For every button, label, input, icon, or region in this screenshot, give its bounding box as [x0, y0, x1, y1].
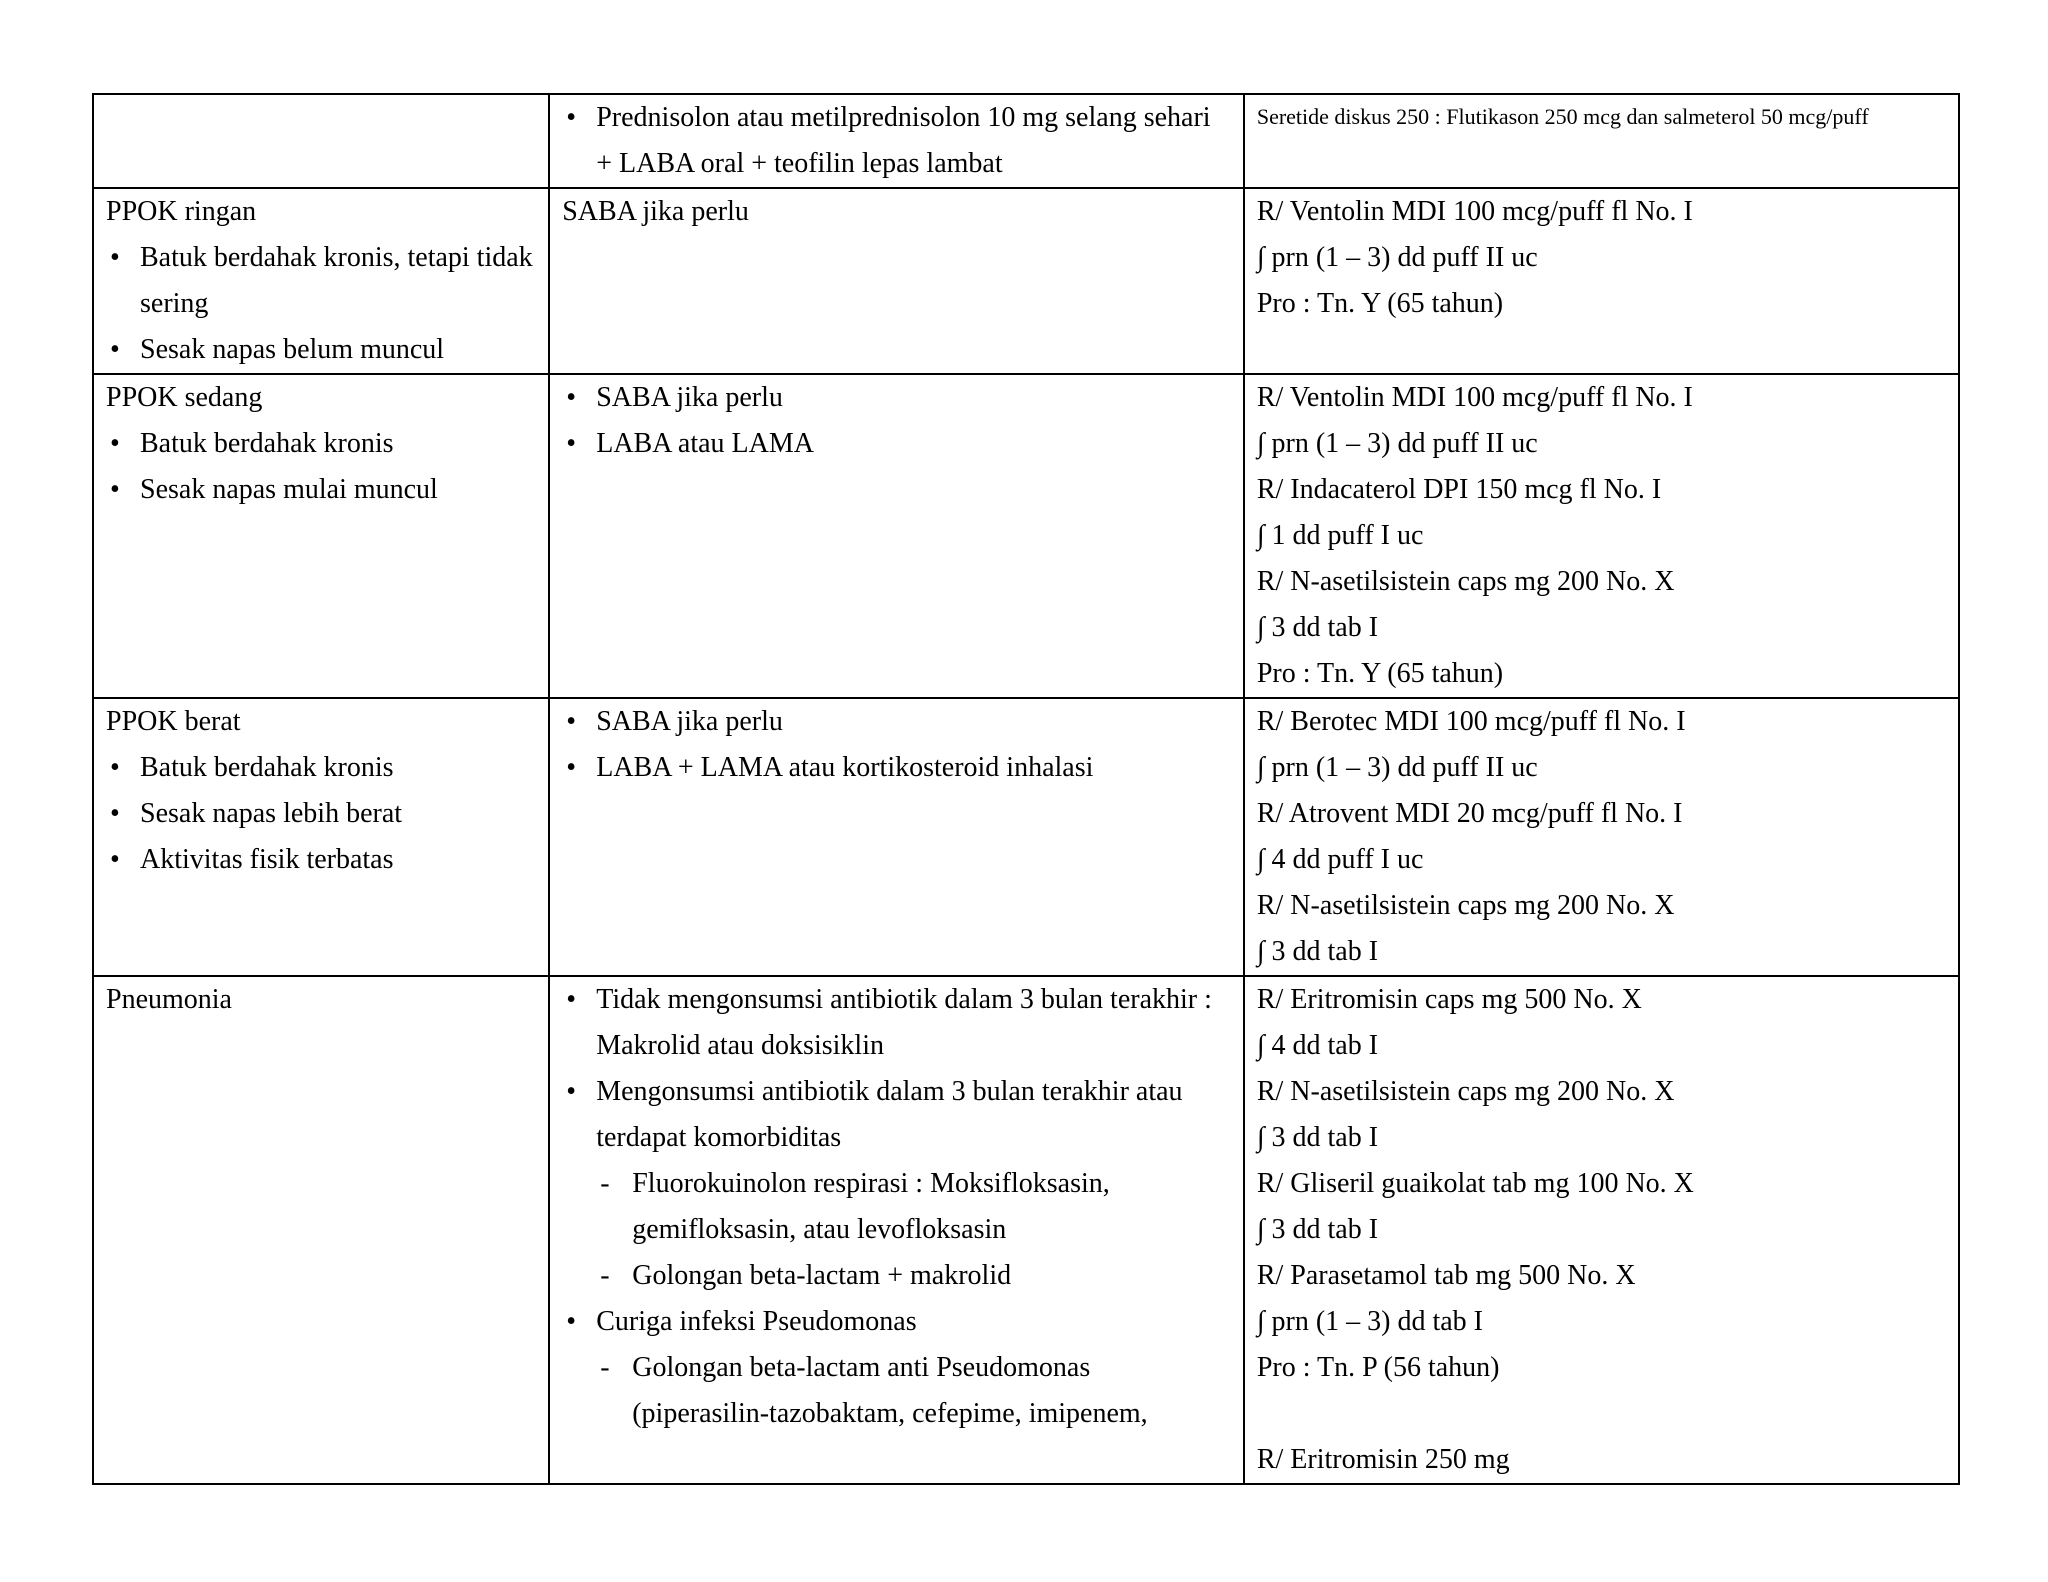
- prescription-line: [1257, 1391, 1946, 1437]
- prescription-line: ∫ 3 dd tab I: [1256, 612, 1379, 643]
- prescription-line: R/ Indacaterol DPI 150 mcg fl No. I: [1256, 474, 1662, 505]
- therapy-subitem: - Golongan beta-lactam + makrolid: [596, 1253, 1231, 1299]
- prescription-line: R/ Gliseril guaikolat tab mg 100 No. X: [1256, 1168, 1694, 1199]
- prescription-line: ∫ prn (1 – 3) dd tab I: [1256, 1306, 1484, 1337]
- prescription-line: R/ Eritromisin caps mg 500 No. X: [1256, 984, 1642, 1015]
- condition-title: PPOK ringan: [106, 196, 257, 227]
- prescription-line: ∫ prn (1 – 3) dd puff II uc: [1256, 242, 1538, 273]
- prescription-line: ∫ 4 dd tab I: [1256, 1030, 1379, 1061]
- therapy-cell: [549, 188, 1244, 374]
- treatment-table: [92, 93, 1960, 1485]
- therapy-item: • SABA jika perlu: [562, 699, 1231, 745]
- prescription-line: ∫ 3 dd tab I: [1256, 936, 1379, 967]
- prescription-line: Pro : Tn. P (56 tahun): [1256, 1352, 1500, 1383]
- symptom-item: • Sesak napas mulai muncul: [106, 467, 536, 513]
- prescription-line: ∫ prn (1 – 3) dd puff II uc: [1256, 752, 1538, 783]
- condition-title: PPOK berat: [106, 706, 241, 737]
- prescription-line: ∫ 3 dd tab I: [1256, 1122, 1379, 1153]
- condition-cell: [93, 976, 549, 1484]
- prescription-line: Pro : Tn. Y (65 tahun): [1256, 658, 1504, 689]
- symptom-item: • Sesak napas lebih berat: [106, 791, 536, 837]
- therapy-cell: [549, 976, 1244, 1484]
- therapy-text: SABA jika perlu: [562, 196, 749, 227]
- therapy-item: [562, 1299, 1231, 1437]
- prescription-line: R/ Ventolin MDI 100 mcg/puff fl No. I: [1256, 196, 1693, 227]
- prescription-cell: [1244, 188, 1959, 374]
- therapy-cell: [549, 698, 1244, 976]
- symptom-item: • Batuk berdahak kronis, tetapi tidak sering: [106, 235, 536, 327]
- prescription-cell: [1244, 698, 1959, 976]
- symptom-item: • Batuk berdahak kronis: [106, 421, 536, 467]
- condition-cell: [93, 94, 549, 188]
- therapy-item-text: • Mengonsumsi antibiotik dalam 3 bulan terakhir atau terdapat komorbiditas: [596, 1076, 1183, 1153]
- prescription-line: Seretide diskus 250 : Flutikason 250 mcg dan salmeterol 50 mcg/puff: [1256, 104, 1869, 129]
- condition-title: Pneumonia: [106, 984, 232, 1015]
- prescription-line: R/ Eritromisin 250 mg: [1256, 1444, 1510, 1475]
- therapy-item: • LABA atau LAMA: [562, 421, 1231, 467]
- therapy-subitem: - Golongan beta-lactam anti Pseudomonas (piperasilin-tazobaktam, cefepime, imipenem,: [596, 1345, 1231, 1437]
- prescription-line: R/ N-asetilsistein caps mg 200 No. X: [1256, 566, 1675, 597]
- prescription-cell: [1244, 976, 1959, 1484]
- prescription-line: R/ Atrovent MDI 20 mcg/puff fl No. I: [1256, 798, 1683, 829]
- therapy-item: • Prednisolon atau metilprednisolon 10 mg selang sehari + LABA oral + teofilin lepas lambat: [562, 95, 1231, 187]
- prescription-line: ∫ 1 dd puff I uc: [1256, 520, 1424, 551]
- symptom-item: • Sesak napas belum muncul: [106, 327, 536, 373]
- prescription-cell: [1244, 374, 1959, 698]
- prescription-line: ∫ 4 dd puff I uc: [1256, 844, 1424, 875]
- prescription-line: R/ Ventolin MDI 100 mcg/puff fl No. I: [1256, 382, 1693, 413]
- therapy-subitem: - Fluorokuinolon respirasi : Moksifloksasin, gemifloksasin, atau levofloksasin: [596, 1161, 1231, 1253]
- prescription-line: R/ N-asetilsistein caps mg 200 No. X: [1256, 1076, 1675, 1107]
- condition-cell: [93, 374, 549, 698]
- prescription-line: R/ Berotec MDI 100 mcg/puff fl No. I: [1256, 706, 1686, 737]
- condition-cell: [93, 188, 549, 374]
- therapy-item: • LABA + LAMA atau kortikosteroid inhalasi: [562, 745, 1231, 791]
- prescription-line: R/ Parasetamol tab mg 500 No. X: [1256, 1260, 1636, 1291]
- table-row: [93, 94, 1959, 188]
- prescription-line: Pro : Tn. Y (65 tahun): [1256, 288, 1504, 319]
- therapy-item-text: • Curiga infeksi Pseudomonas: [596, 1306, 917, 1337]
- prescription-line: R/ N-asetilsistein caps mg 200 No. X: [1256, 890, 1675, 921]
- symptom-item: • Aktivitas fisik terbatas: [106, 837, 536, 883]
- prescription-cell: [1244, 94, 1959, 188]
- table-row: [93, 374, 1959, 698]
- condition-title: PPOK sedang: [106, 382, 263, 413]
- condition-cell: [93, 698, 549, 976]
- therapy-item: • SABA jika perlu: [562, 375, 1231, 421]
- table-row: [93, 188, 1959, 374]
- table-row: [93, 976, 1959, 1484]
- therapy-item: [562, 1069, 1231, 1299]
- table-row: [93, 698, 1959, 976]
- prescription-line: ∫ 3 dd tab I: [1256, 1214, 1379, 1245]
- therapy-cell: [549, 374, 1244, 698]
- therapy-cell: [549, 94, 1244, 188]
- therapy-item: • Tidak mengonsumsi antibiotik dalam 3 bulan terakhir : Makrolid atau doksisiklin: [562, 977, 1231, 1069]
- symptom-item: • Batuk berdahak kronis: [106, 745, 536, 791]
- prescription-line: ∫ prn (1 – 3) dd puff II uc: [1256, 428, 1538, 459]
